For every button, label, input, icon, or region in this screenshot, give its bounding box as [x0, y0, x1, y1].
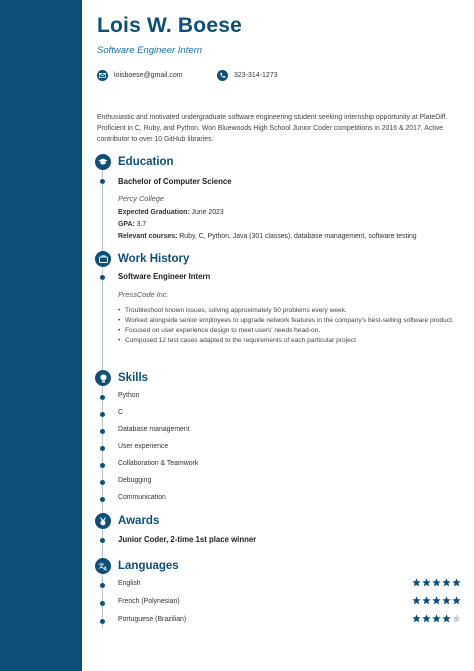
star-filled-icon	[432, 596, 441, 605]
work-heading: Work History	[118, 253, 190, 265]
skill-item: Python	[118, 392, 140, 399]
translate-icon	[95, 558, 111, 574]
skill-item: Database management	[118, 426, 190, 433]
phone-text: 323-314-1273	[234, 72, 278, 79]
email-contact[interactable]	[97, 70, 183, 81]
star-filled-icon	[452, 596, 461, 605]
profile-summary: Enthusiastic and motivated undergraduate software engineering student seeking internship opportunity at PlateDiff. Proficient in C, Ruby, and Python. Won Bluewoods High School Junior Coder competitions in 2016 & 2017. Active contributor to over 10 GitHub libraries.	[97, 114, 448, 144]
star-filled-icon	[422, 578, 431, 587]
relevant-courses: Relevant courses: Ruby, C, Python, Java (301 classes), database management, software testing	[118, 233, 417, 240]
school: Percy College	[118, 194, 165, 203]
award-item: Junior Coder, 2-time 1st place winner	[118, 535, 257, 544]
timeline-dot	[100, 601, 105, 606]
list-item: • Focused on user experience design to meet users' needs head-on.	[118, 326, 463, 336]
timeline-dot	[100, 480, 105, 485]
timeline-dot	[100, 619, 105, 624]
work-bullets	[118, 306, 463, 346]
skills-heading: Skills	[118, 372, 149, 384]
degree: Bachelor of Computer Science	[118, 177, 232, 186]
timeline-dot	[100, 429, 105, 434]
star-filled-icon	[412, 614, 421, 623]
skill-item: User experience	[118, 443, 169, 450]
star-filled-icon	[442, 578, 451, 587]
timeline-dot	[100, 412, 105, 417]
company: PressCode Inc.	[118, 290, 169, 299]
language-rating	[412, 614, 461, 623]
job-position: Software Engineer Intern	[118, 272, 211, 281]
star-filled-icon	[442, 614, 451, 623]
timeline-dot	[100, 446, 105, 451]
star-filled-icon	[412, 578, 421, 587]
svg-text:文: 文	[98, 563, 105, 570]
education-heading: Education	[118, 156, 174, 168]
timeline-dot	[100, 583, 105, 588]
skill-item: Communication	[118, 494, 166, 501]
phone-contact[interactable]	[217, 70, 278, 81]
briefcase-icon	[95, 251, 111, 267]
star-empty-icon	[452, 614, 461, 623]
phone-icon	[217, 70, 228, 81]
envelope-icon	[97, 70, 108, 81]
language-name: Portuguese (Brazilian)	[118, 616, 187, 623]
sidebar	[0, 0, 82, 671]
list-item: • Worked alongside senior employees to upgrade network features in the company's best-selling software product.	[118, 316, 463, 326]
list-item: • Troubleshoot known issues, solving approximately 50 problems every week.	[118, 306, 463, 316]
timeline-dot	[100, 463, 105, 468]
timeline-dot	[100, 538, 105, 543]
star-filled-icon	[432, 614, 441, 623]
candidate-name: Lois W. Boese	[97, 14, 242, 37]
candidate-role: Software Engineer Intern	[97, 45, 203, 56]
email-text: loisboese@gmail.com	[114, 72, 183, 79]
svg-text:A: A	[103, 566, 108, 571]
star-filled-icon	[432, 578, 441, 587]
language-rating	[412, 578, 461, 587]
skill-item: Collaboration & Teamwork	[118, 460, 199, 467]
skill-item: C	[118, 409, 123, 416]
gpa: GPA: 3.7	[118, 221, 147, 228]
language-rating	[412, 596, 461, 605]
language-name: French (Polynesian)	[118, 598, 180, 605]
star-filled-icon	[452, 578, 461, 587]
languages-heading: Languages	[118, 560, 179, 572]
awards-heading: Awards	[118, 515, 160, 527]
skill-item: Debugging	[118, 477, 152, 484]
star-filled-icon	[422, 614, 431, 623]
lightbulb-icon	[95, 370, 111, 386]
timeline-dot	[100, 179, 105, 184]
language-name: English	[118, 580, 141, 587]
expected-graduation: Expected Graduation: June 2023	[118, 209, 224, 216]
star-filled-icon	[442, 596, 451, 605]
list-item: • Composed 12 test cases adapted to the requirements of each particular project	[118, 336, 463, 346]
graduation-cap-icon	[95, 154, 111, 170]
timeline-dot	[100, 497, 105, 502]
star-filled-icon	[422, 596, 431, 605]
star-filled-icon	[412, 596, 421, 605]
timeline-dot	[100, 395, 105, 400]
medal-icon	[95, 513, 111, 529]
timeline-dot	[100, 275, 105, 280]
